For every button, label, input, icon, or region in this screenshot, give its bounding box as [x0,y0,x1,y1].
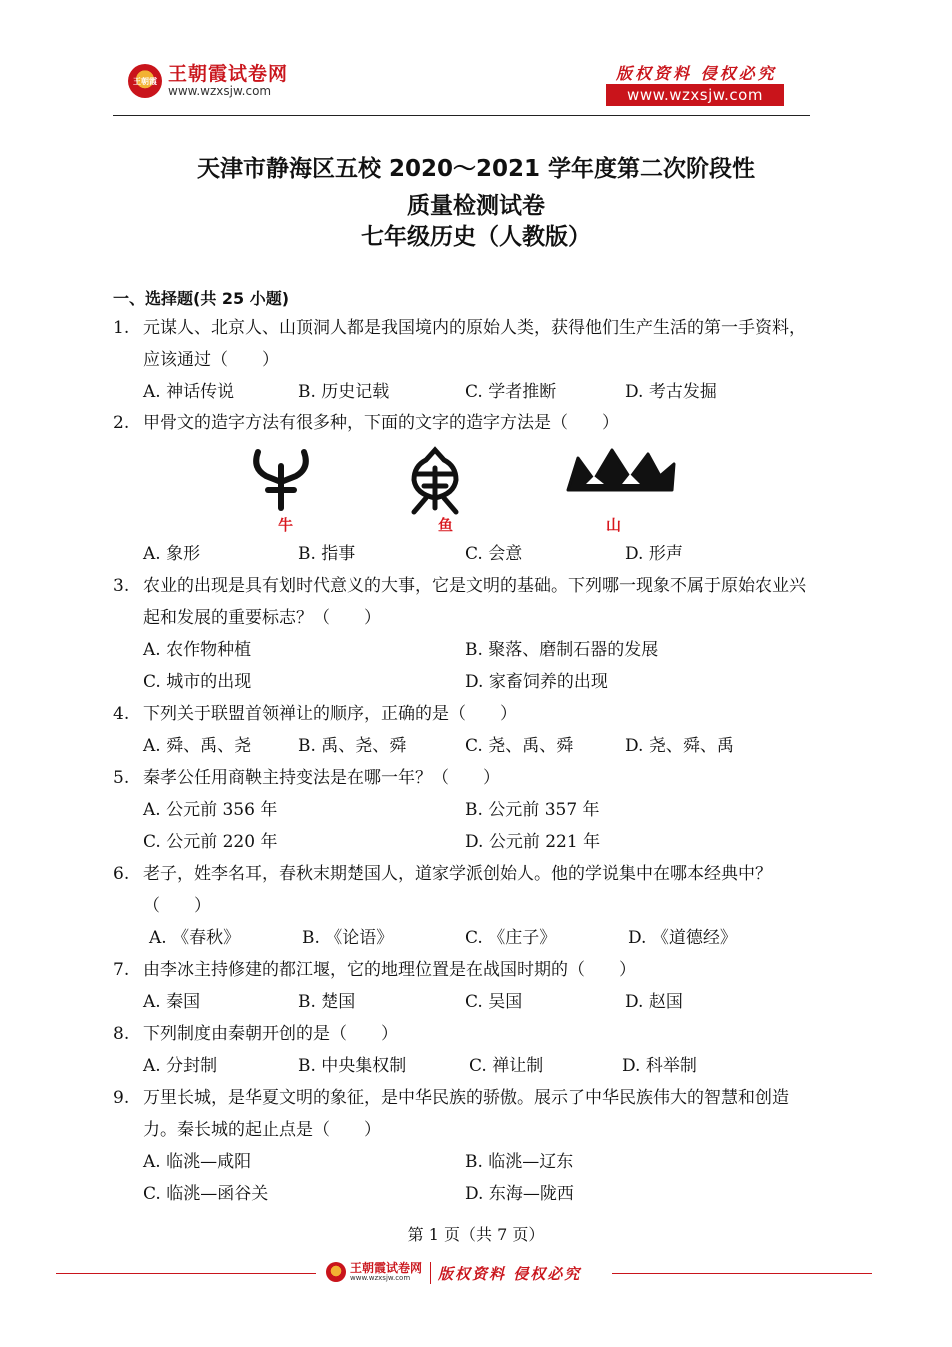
glyph-caption-fish: 鱼 [438,516,454,534]
seal-logo-icon [128,64,162,98]
option-c: C. 尧、禹、舜 [465,736,574,756]
option-c: C. 学者推断 [465,382,557,402]
option-d: D. 公元前 221 年 [465,832,601,852]
option-c: C. 城市的出现 [143,672,252,692]
question-1 [113,312,813,408]
question-number: 6. [113,864,130,884]
option-a: A. 神话传说 [143,382,235,402]
option-d: D. 科举制 [622,1056,697,1076]
option-b: B. 聚落、磨制石器的发展 [465,640,659,660]
question-stem: 元谋人、北京人、山顶洞人都是我国境内的原始人类，获得他们生产生活的第一手资料，应该通过（ ） [143,318,806,370]
question-2 [113,407,813,439]
question-stem: 甲骨文的造字方法有很多种，下面的文字的造字方法是（ ） [143,413,619,433]
page-number: 第 1 页（共 7 页） [407,1225,545,1244]
question-5 [113,762,813,858]
footer-logo-name: 王朝霞试卷网 [350,1261,423,1275]
footer-seal-icon [326,1262,346,1282]
option-a: A. 农作物种植 [143,640,252,660]
option-c: C. 临洮—函谷关 [143,1184,269,1204]
question-number: 8. [113,1024,130,1044]
footer-rule-right [612,1273,872,1274]
oracle-mountain-glyph-icon [564,446,678,496]
option-a: A. 舜、禹、尧 [143,736,252,756]
question-stem: 秦孝公任用商鞅主持变法是在哪一年？（ ） [143,768,500,788]
option-a: A. 公元前 356 年 [143,800,278,820]
option-d: D. 形声 [625,544,683,564]
question-stem: 下列制度由秦朝开创的是（ ） [143,1024,398,1044]
footer-logo-url: www.wzxsjw.com [350,1274,411,1282]
option-a: A. 分封制 [143,1056,218,1076]
option-c: C. 公元前 220 年 [143,832,278,852]
option-b: B. 指事 [298,544,356,564]
question-stem: 老子，姓李名耳，春秋末期楚国人，道家学派创始人。他的学说集中在哪本经典中？（ ） [143,864,772,916]
option-c: C. 吴国 [465,992,523,1012]
question-number: 4. [113,704,130,724]
question-number: 3. [113,576,130,596]
option-c: C. 会意 [465,544,523,564]
option-b: B. 历史记载 [298,382,390,402]
option-b: B. 《论语》 [302,928,394,948]
footer-rule-left [56,1273,316,1274]
question-stem: 万里长城，是华夏文明的象征，是中华民族的骄傲。展示了中华民族伟大的智慧和创造力。秦长城的起止点是（ ） [143,1088,789,1140]
question-9 [113,1082,813,1210]
option-d: D. 东海—陇西 [465,1184,574,1204]
footer-copyright: 版权资料 侵权必究 [438,1265,582,1283]
option-b: B. 中央集权制 [298,1056,407,1076]
copyright-notice: 版权资料 侵权必究 [616,64,777,83]
glyph-caption-mountain: 山 [606,516,622,534]
exam-title-line2: 质量检测试卷 [407,193,545,219]
option-d: D. 考古发掘 [625,382,717,402]
question-stem: 下列关于联盟首领禅让的顺序，正确的是（ ） [143,704,517,724]
option-d: D. 《道德经》 [628,928,737,948]
question-stem: 农业的出现是具有划时代意义的大事，它是文明的基础。下列哪一现象不属于原始农业兴起和发展的重要标志？（ ） [143,576,806,628]
question-stem: 由李冰主持修建的都江堰，它的地理位置是在战国时期的（ ） [143,960,636,980]
header-divider [113,115,810,116]
option-a: A. 临洮—咸阳 [143,1152,252,1172]
option-d: D. 赵国 [625,992,683,1012]
site-logo [128,64,288,98]
option-b: B. 公元前 357 年 [465,800,600,820]
option-d: D. 家畜饲养的出现 [465,672,608,692]
exam-title-line1: 天津市静海区五校 2020～2021 学年度第二次阶段性 [196,156,756,182]
oracle-ox-glyph-icon [250,446,312,512]
option-b: B. 楚国 [298,992,356,1012]
question-2-options [113,538,813,570]
glyph-caption-ox: 牛 [278,516,294,534]
question-7 [113,954,813,1018]
option-c: C. 禅让制 [469,1056,544,1076]
logo-url: www.wzxsjw.com [168,84,272,98]
option-b: B. 禹、尧、舜 [298,736,407,756]
exam-title-line3: 七年级历史（人教版） [361,224,591,250]
question-6 [113,858,813,954]
question-number: 2. [113,413,130,433]
question-number: 9. [113,1088,130,1108]
option-c: C. 《庄子》 [465,928,557,948]
option-a: A. 秦国 [143,992,201,1012]
option-a: A. 象形 [143,544,201,564]
seal-text: 王朝霞 [133,76,157,86]
question-4 [113,698,813,762]
question-number: 7. [113,960,130,980]
question-8 [113,1018,813,1082]
option-a: A. 《春秋》 [149,928,241,948]
site-url-banner: www.wzxsjw.com [606,84,784,106]
section-heading: 一、选择题(共 25 小题) [113,289,290,308]
footer-separator [430,1262,431,1284]
logo-name: 王朝霞试卷网 [168,63,289,85]
question-3 [113,570,813,698]
option-b: B. 临洮—辽东 [465,1152,574,1172]
question-number: 5. [113,768,130,788]
option-d: D. 尧、舜、禹 [625,736,734,756]
oracle-fish-glyph-icon [404,446,466,516]
footer-logo [326,1262,422,1282]
question-number: 1. [113,318,130,338]
